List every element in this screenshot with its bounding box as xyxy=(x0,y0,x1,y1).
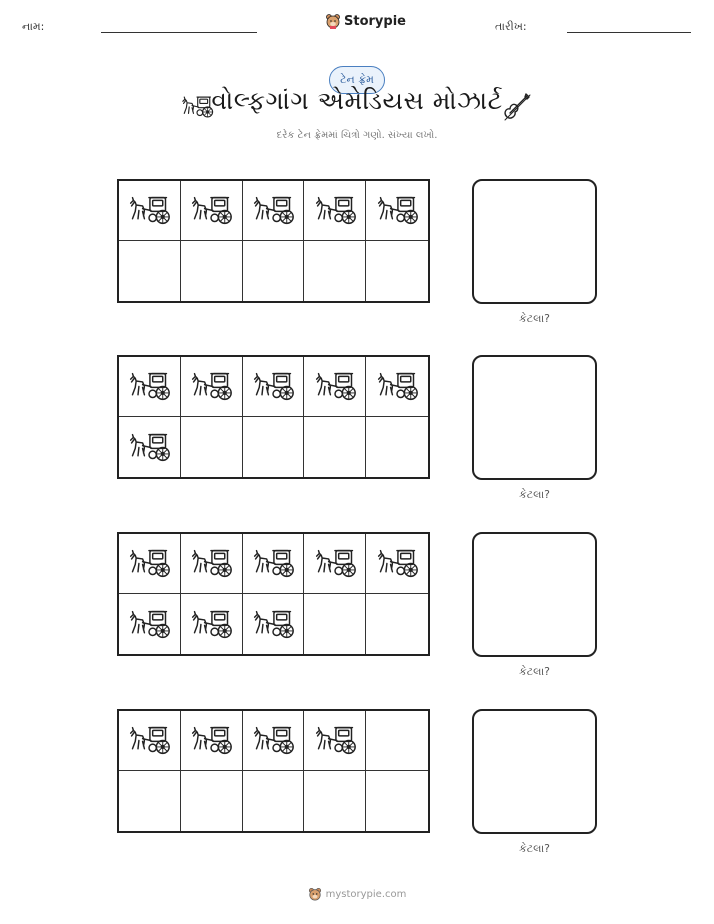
horse-carriage-icon xyxy=(189,370,233,403)
instructions: દરેક ટેન ફ્રેમમાં ચિત્રો ગણો. સંખ્યા લખો. xyxy=(276,130,438,141)
frame-cell xyxy=(119,594,181,654)
answer-box[interactable] xyxy=(472,709,597,834)
answer-box[interactable] xyxy=(472,179,597,304)
frame-cell xyxy=(243,711,305,771)
frame-cell xyxy=(304,711,366,771)
frame-cell xyxy=(181,594,243,654)
frame-cell xyxy=(366,357,428,417)
frame-cell xyxy=(243,771,305,831)
date-line[interactable] xyxy=(567,32,691,33)
horse-carriage-icon xyxy=(251,370,295,403)
frame-cell xyxy=(119,771,181,831)
horse-carriage-icon xyxy=(127,370,171,403)
horse-carriage-icon xyxy=(189,194,233,227)
horse-carriage-icon xyxy=(375,547,419,580)
horse-carriage-icon xyxy=(189,547,233,580)
frame-cell xyxy=(181,357,243,417)
horse-carriage-icon xyxy=(251,547,295,580)
horse-carriage-icon xyxy=(375,370,419,403)
horse-carriage-icon xyxy=(251,194,295,227)
horse-carriage-icon xyxy=(313,724,357,757)
frame-cell xyxy=(366,417,428,477)
frame-cell xyxy=(181,181,243,241)
ten-frame xyxy=(117,709,430,833)
frame-cell xyxy=(181,771,243,831)
how-many-label: કેટલા? xyxy=(518,312,551,325)
answer-box[interactable] xyxy=(472,355,597,480)
frame-cell xyxy=(181,417,243,477)
violin-icon xyxy=(500,90,534,124)
frame-cell xyxy=(119,534,181,594)
horse-carriage-icon xyxy=(375,194,419,227)
bear-icon xyxy=(325,13,341,29)
horse-carriage-icon xyxy=(127,608,171,641)
frame-cell xyxy=(243,357,305,417)
horse-carriage-icon xyxy=(313,194,357,227)
frame-cell xyxy=(119,357,181,417)
frame-cell xyxy=(119,241,181,301)
horse-carriage-icon xyxy=(313,547,357,580)
frame-cell xyxy=(304,594,366,654)
frame-cell xyxy=(243,417,305,477)
horse-carriage-icon xyxy=(189,608,233,641)
how-many-label: કેટલા? xyxy=(518,842,551,855)
how-many-label: કેટલા? xyxy=(518,488,551,501)
how-many-label: કેટલા? xyxy=(518,665,551,678)
name-line[interactable] xyxy=(101,32,257,33)
frame-cell xyxy=(304,181,366,241)
frame-cell xyxy=(119,181,181,241)
frame-cell xyxy=(119,711,181,771)
horse-carriage-icon xyxy=(251,724,295,757)
horse-carriage-icon xyxy=(313,370,357,403)
horse-carriage-icon xyxy=(127,431,171,464)
footer-url: mystorypie.com xyxy=(325,888,407,900)
horse-carriage-icon xyxy=(189,724,233,757)
name-label: નામ: xyxy=(22,20,45,33)
frame-cell xyxy=(119,417,181,477)
horse-carriage-icon xyxy=(127,194,171,227)
horse-carriage-icon xyxy=(251,608,295,641)
frame-cell xyxy=(304,241,366,301)
frame-cell xyxy=(304,534,366,594)
frame-cell xyxy=(181,711,243,771)
frame-cell xyxy=(181,534,243,594)
brand-name: Storypie xyxy=(344,13,406,29)
frame-cell xyxy=(366,181,428,241)
frame-cell xyxy=(243,534,305,594)
brand-logo xyxy=(325,13,406,29)
frame-cell xyxy=(304,417,366,477)
horse-carriage-icon xyxy=(127,724,171,757)
bear-icon xyxy=(308,887,322,901)
frame-cell xyxy=(366,534,428,594)
frame-cell xyxy=(366,594,428,654)
answer-box[interactable] xyxy=(472,532,597,657)
frame-cell xyxy=(304,357,366,417)
frame-cell xyxy=(243,181,305,241)
date-label: તારીખ: xyxy=(495,20,527,33)
frame-cell xyxy=(366,241,428,301)
ten-frame xyxy=(117,179,430,303)
frame-cell xyxy=(304,771,366,831)
footer xyxy=(0,887,714,901)
ten-frame xyxy=(117,355,430,479)
frame-cell xyxy=(366,771,428,831)
frame-cell xyxy=(243,594,305,654)
frame-cell xyxy=(243,241,305,301)
ten-frame-badge: ટેન ફ્રેમ xyxy=(329,66,385,94)
page-title: વોલ્ફગાંગ એમેડિયસ મોઝાર્ટ xyxy=(211,86,503,115)
horse-carriage-icon xyxy=(127,547,171,580)
frame-cell xyxy=(366,711,428,771)
ten-frame xyxy=(117,532,430,656)
frame-cell xyxy=(181,241,243,301)
